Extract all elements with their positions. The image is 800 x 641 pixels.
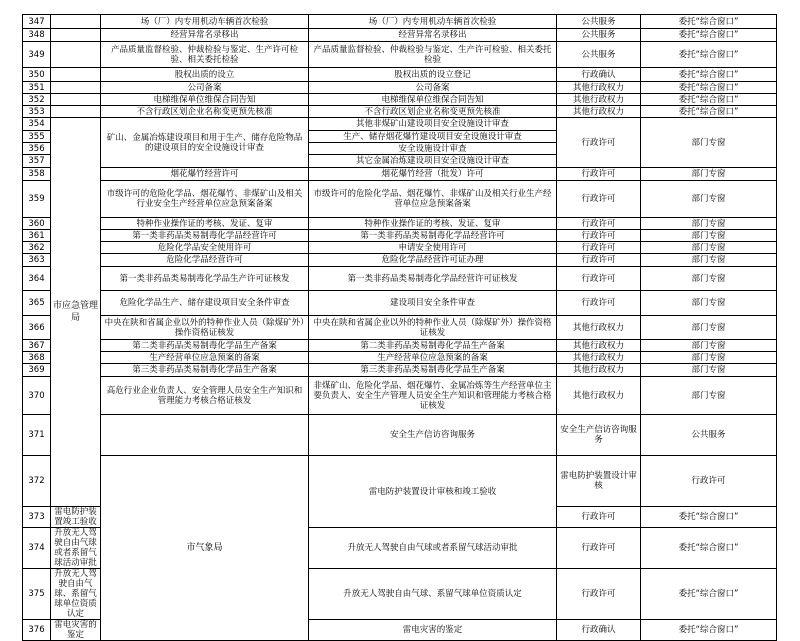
handling-mode: 部门专窗: [641, 242, 777, 254]
service-item: 升放无人驾驶自由气球或者系留气球活动审批: [309, 528, 557, 569]
handling-mode: 委托“综合窗口”: [641, 507, 777, 528]
department-cell: [51, 42, 101, 68]
service-name: 第一类非药品类易制毒化学品经营许可: [101, 230, 309, 242]
power-type: 行政许可: [557, 507, 641, 528]
service-table: [22, 14, 777, 641]
service-name: 不含行政区划企业名称变更预先核准: [101, 106, 309, 118]
service-item: 第三类非药品类易制毒化学品生产备案: [309, 364, 557, 377]
department-cell: [51, 15, 101, 29]
handling-mode: 委托“综合窗口”: [641, 620, 777, 641]
power-type: 行政确认: [557, 620, 641, 641]
service-item: 申请安全使用许可: [309, 242, 557, 254]
handling-mode: 部门专窗: [641, 377, 777, 415]
service-name: 危险化学品生产、储存建设项目安全条件审查: [101, 291, 309, 316]
table-row: [23, 218, 777, 230]
power-type: 行政许可: [557, 569, 641, 620]
handling-mode: 部门专窗: [641, 352, 777, 364]
handling-mode: 部门专窗: [641, 364, 777, 377]
handling-mode: 委托“综合窗口”: [641, 29, 777, 42]
row-number: 357: [23, 155, 51, 168]
service-item: 雷电防护装置设计审核: [557, 456, 641, 507]
service-item: 经营异常名录移出: [309, 29, 557, 42]
row-number: 371: [23, 415, 51, 456]
row-number: 362: [23, 242, 51, 254]
service-item: 烟花爆竹经营（批发）许可: [309, 168, 557, 181]
service-name: 股权出质的设立: [101, 68, 309, 82]
service-name: 第二类非药品类易制毒化学品生产备案: [101, 340, 309, 352]
row-number: 367: [23, 340, 51, 352]
service-name: 安全生产信访咨询服务: [309, 415, 557, 456]
power-type: 其他行政权力: [557, 340, 641, 352]
power-type: 行政许可: [557, 267, 641, 291]
row-number: 373: [23, 507, 51, 528]
table-row: [23, 42, 777, 68]
table-row: [23, 242, 777, 254]
row-number: 365: [23, 291, 51, 316]
table-row: [23, 456, 777, 507]
department-cell: [51, 94, 101, 106]
handling-mode: 部门专窗: [641, 230, 777, 242]
row-number: 369: [23, 364, 51, 377]
power-type: 行政许可: [557, 230, 641, 242]
power-type: 其他行政权力: [557, 364, 641, 377]
service-name: 经营异常名录移出: [101, 29, 309, 42]
table-row: [23, 230, 777, 242]
department-cell: [51, 106, 101, 118]
row-number: 368: [23, 352, 51, 364]
power-type: 行政许可: [557, 118, 641, 168]
handling-mode: 部门专窗: [641, 340, 777, 352]
service-name: 公司备案: [101, 82, 309, 94]
service-item: 非煤矿山、危险化学品、烟花爆竹、金属冶炼等生产经营单位主要负责人、安全生产管理人员安全生产知识和管理能力考核合格证核发: [309, 377, 557, 415]
row-number: 355: [23, 131, 51, 143]
handling-mode: 委托“综合窗口”: [641, 15, 777, 29]
table-row: [23, 352, 777, 364]
handling-mode: 委托“综合窗口”: [641, 106, 777, 118]
service-item: 升放无人驾驶自由气球、系留气球单位资质认定: [309, 569, 557, 620]
handling-mode: 委托“综合窗口”: [641, 94, 777, 106]
table-row: [23, 29, 777, 42]
handling-mode: 委托“综合窗口”: [641, 569, 777, 620]
power-type: 行政许可: [557, 218, 641, 230]
power-type: 其他行政权力: [557, 377, 641, 415]
row-number: 363: [23, 254, 51, 267]
service-item: 第一类非药品类易制毒化学品经营许可证核发: [309, 267, 557, 291]
service-name: 危险化学品安全使用许可: [101, 242, 309, 254]
service-name: 产品质量监督检验、仲裁检验与鉴定、生产许可检验、相关委托检验: [101, 42, 309, 68]
service-item: 安全生产信访咨询服务: [557, 415, 641, 456]
row-number: 370: [23, 377, 51, 415]
row-number: 354: [23, 118, 51, 131]
table-row: [23, 82, 777, 94]
power-type: 行政许可: [557, 291, 641, 316]
row-number: 356: [23, 143, 51, 155]
service-name: 危险化学品经营许可: [101, 254, 309, 267]
power-type: 行政许可: [557, 254, 641, 267]
table-row: [23, 340, 777, 352]
department-cell: [51, 29, 101, 42]
service-name: 烟花爆竹经营许可: [101, 168, 309, 181]
row-number: 376: [23, 620, 51, 641]
power-type: 其他行政权力: [557, 94, 641, 106]
handling-mode: 部门专窗: [641, 181, 777, 218]
row-number: 353: [23, 106, 51, 118]
row-number: 349: [23, 42, 51, 68]
service-item: 产品质量监督检验、仲裁检验与鉴定、生产许可检验、相关委托检验: [309, 42, 557, 68]
row-number: 352: [23, 94, 51, 106]
row-number: 348: [23, 29, 51, 42]
power-type: 行政许可: [557, 181, 641, 218]
power-type: 其他行政权力: [557, 82, 641, 94]
service-item: 雷电防护装置竣工验收: [51, 507, 101, 528]
power-type: 行政许可: [557, 528, 641, 569]
row-number: 351: [23, 82, 51, 94]
row-number: 360: [23, 218, 51, 230]
service-item: 中央在陕和省属企业以外的特种作业人员（除煤矿外）操作资格证核发: [309, 316, 557, 340]
service-item: 特种作业操作证的考核、发证、复审: [309, 218, 557, 230]
power-type: 其他行政权力: [557, 106, 641, 118]
power-type: 公共服务: [557, 42, 641, 68]
service-item: 其它金属冶炼建设项目安全设施设计审查: [309, 155, 557, 168]
handling-mode: 部门专窗: [641, 291, 777, 316]
power-type: 其他行政权力: [557, 316, 641, 340]
table-row: [23, 254, 777, 267]
department-cell: [51, 68, 101, 82]
row-number: 375: [23, 569, 51, 620]
department-cell: 市应急管理局: [51, 118, 101, 507]
table-row: [23, 106, 777, 118]
table-row: [23, 15, 777, 29]
service-item: 安全设施设计审查: [309, 143, 557, 155]
service-name: 市级许可的危险化学品、烟花爆竹、非煤矿山及相关行业安全生产经营单位应急预案备案: [101, 181, 309, 218]
service-item: 第一类非药品类易制毒化学品经营许可: [309, 230, 557, 242]
handling-mode: 委托“综合窗口”: [641, 528, 777, 569]
service-item: 危险化学品经营许可证办理: [309, 254, 557, 267]
row-number: 364: [23, 267, 51, 291]
service-name: 矿山、金属冶炼建设项目和用于生产、储存危险物品的建设项目的安全设施设计审查: [101, 118, 309, 168]
table-row: [23, 364, 777, 377]
service-item: 市级许可的危险化学品、烟花爆竹、非煤矿山及相关行业生产经营单位应急预案备案: [309, 181, 557, 218]
service-item: 不含行政区划企业名称变更预先核准: [309, 106, 557, 118]
service-name: 升放无人驾驶自由气球、系留气球单位资质认定: [51, 569, 101, 620]
handling-mode: 委托“综合窗口”: [641, 42, 777, 68]
handling-mode: 委托“综合窗口”: [641, 82, 777, 94]
table-row: [23, 68, 777, 82]
handling-mode: 部门专窗: [641, 267, 777, 291]
service-name: 第一类非药品类易制毒化学品生产许可证核发: [101, 267, 309, 291]
service-name: 雷电防护装置设计审核和竣工验收: [309, 456, 557, 528]
power-type: 其他行政权力: [557, 352, 641, 364]
handling-mode: 委托“综合窗口”: [641, 68, 777, 82]
power-type: 公共服务: [557, 15, 641, 29]
row-number: 350: [23, 68, 51, 82]
row-number: 359: [23, 181, 51, 218]
department-cell: 市气象局: [101, 456, 309, 641]
service-item: 第二类非药品类易制毒化学品生产备案: [309, 340, 557, 352]
service-name: 雷电灾害的鉴定: [51, 620, 101, 641]
service-name: 特种作业操作证的考核、发证、复审: [101, 218, 309, 230]
handling-mode: 部门专窗: [641, 218, 777, 230]
service-name: 高危行业企业负责人、安全管理人员安全生产知识和管理能力考核合格证核发: [101, 377, 309, 415]
service-item: 股权出质的设立登记: [309, 68, 557, 82]
power-type: 行政许可: [557, 168, 641, 181]
power-type: 公共服务: [641, 415, 777, 456]
service-name: 生产经营单位应急预案的备案: [101, 352, 309, 364]
service-name: 升放无人驾驶自由气球或者系留气球活动审批: [51, 528, 101, 569]
handling-mode: 部门专窗: [641, 118, 777, 168]
service-item: 雷电灾害的鉴定: [309, 620, 557, 641]
table-row: [23, 168, 777, 181]
service-name: 第三类非药品类易制毒化学品生产备案: [101, 364, 309, 377]
row-number: 347: [23, 15, 51, 29]
handling-mode: 部门专窗: [641, 316, 777, 340]
row-number: 358: [23, 168, 51, 181]
table-row: [23, 118, 777, 131]
service-item: 其他非煤矿山建设项目安全设施设计审查: [309, 118, 557, 131]
table-row: [23, 94, 777, 106]
row-number: 366: [23, 316, 51, 340]
table-row: [23, 181, 777, 218]
service-name: 中央在陕和省属企业以外的特种作业人员（除煤矿外）操作资格证核发: [101, 316, 309, 340]
table-row: [23, 377, 777, 415]
row-number: 374: [23, 528, 51, 569]
power-type: 行政确认: [557, 68, 641, 82]
service-item: 电梯维保单位维保合同告知: [309, 94, 557, 106]
row-number: 372: [23, 456, 51, 507]
handling-mode: 部门专窗: [641, 254, 777, 267]
service-item: 建设项目安全条件审查: [309, 291, 557, 316]
service-name: 场（厂）内专用机动车辆首次检验: [101, 15, 309, 29]
table-row: [23, 415, 777, 456]
service-item: 场（厂）内专用机动车辆首次检验: [309, 15, 557, 29]
service-item: 生产经营单位应急预案的备案: [309, 352, 557, 364]
service-name: 电梯维保单位维保合同告知: [101, 94, 309, 106]
power-type: 公共服务: [557, 29, 641, 42]
table-row: [23, 316, 777, 340]
service-item: 公司备案: [309, 82, 557, 94]
row-number: 361: [23, 230, 51, 242]
table-row: [23, 267, 777, 291]
power-type: 行政许可: [557, 242, 641, 254]
handling-mode: 部门专窗: [641, 168, 777, 181]
power-type: 行政许可: [641, 456, 777, 507]
service-item: 生产、储存烟花爆竹建设项目安全设施设计审查: [309, 131, 557, 143]
department-cell: [51, 82, 101, 94]
table-row: [23, 291, 777, 316]
department-cell: [101, 415, 309, 456]
